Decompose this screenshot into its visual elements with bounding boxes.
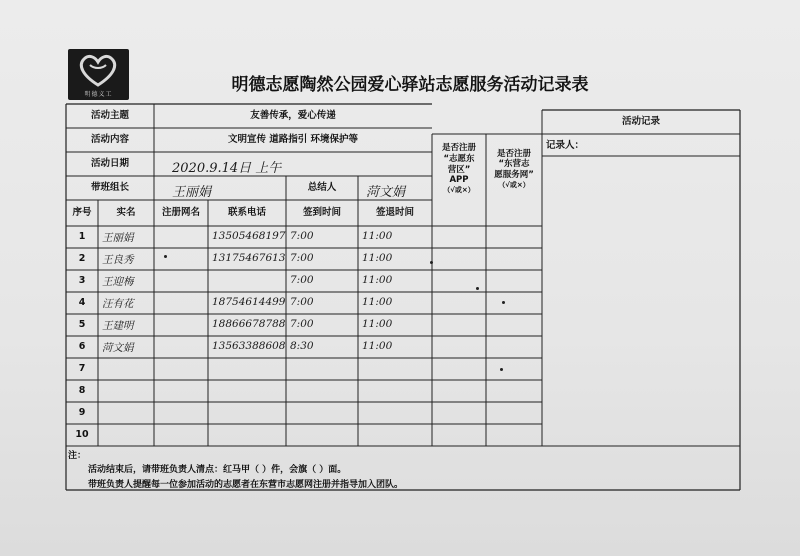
row-checkin: 7:00: [290, 230, 314, 242]
col-seq: 序号: [72, 207, 92, 219]
row-seq: 7: [78, 363, 86, 375]
col-checkout: 签退时间: [375, 207, 414, 219]
summarizer-label: 总结人: [307, 182, 337, 194]
row-checkout: 11:00: [362, 274, 393, 286]
recorder-label: 记录人：: [546, 140, 585, 152]
reg-web-line3: 愿服务网”: [494, 169, 534, 180]
row-seq: 9: [78, 407, 86, 419]
row-checkin: 7:00: [290, 252, 314, 264]
row-seq: 5: [78, 319, 86, 331]
col-name: 实名: [116, 207, 136, 219]
ink-mark: [500, 368, 503, 371]
ink-mark: [502, 301, 505, 304]
row-name: 菏文娟: [102, 342, 134, 354]
content-value: 文明宣传 道路指引 环境保护等: [227, 134, 359, 146]
reg-web-line2: “东营志: [498, 159, 530, 170]
leader-value: 王丽娟: [172, 185, 212, 200]
row-phone: 13505468197: [212, 230, 286, 242]
ink-mark: [164, 255, 167, 258]
row-phone: 18866678788: [212, 318, 286, 330]
row-checkin: 7:00: [290, 274, 314, 286]
date-value: 2020.9.14日 上午: [172, 161, 282, 176]
row-name: 汪有花: [102, 298, 134, 310]
reg-web-line4: （√或×）: [498, 180, 530, 189]
summarizer-value: 菏文娟: [366, 185, 406, 200]
row-seq: 3: [78, 275, 86, 287]
reg-web-line1: 是否注册: [496, 148, 531, 159]
reg-dongying-line4: APP: [449, 175, 469, 186]
row-checkout: 11:00: [362, 340, 393, 352]
reg-dongying-header: [432, 134, 486, 204]
theme-value: 友善传承，爱心传递: [250, 110, 336, 122]
row-seq: 10: [75, 429, 89, 441]
reg-dongying-line3: 营区”: [447, 164, 471, 175]
ink-mark: [430, 261, 433, 264]
row-name: 王良秀: [102, 254, 134, 266]
row-name: 王建明: [102, 320, 134, 332]
record-header: 活动记录: [621, 116, 660, 128]
reg-dongying-line5: （√或×）: [443, 185, 475, 194]
row-name: 王迎梅: [102, 276, 134, 288]
row-checkin: 7:00: [290, 318, 314, 330]
row-checkout: 11:00: [362, 230, 393, 242]
row-checkout: 11:00: [362, 252, 393, 264]
ink-mark: [476, 287, 479, 290]
row-phone: 13563388608: [212, 340, 286, 352]
col-phone: 联系电话: [227, 207, 266, 219]
note-label: 注：: [68, 451, 87, 461]
note-line2: 带班负责人提醒每一位参加活动的志愿者在东营市志愿网注册并指导加入团队。: [88, 480, 404, 490]
reg-dongying-line1: 是否注册: [441, 143, 476, 154]
row-checkout: 11:00: [362, 296, 393, 308]
leader-label: 带班组长: [90, 182, 129, 194]
col-checkin: 签到时间: [302, 207, 341, 219]
theme-label: 活动主题: [90, 110, 129, 122]
row-seq: 8: [78, 385, 86, 397]
row-seq: 4: [78, 297, 86, 309]
row-checkin: 8:30: [290, 340, 314, 352]
content-label: 活动内容: [90, 134, 129, 146]
row-seq: 1: [78, 231, 86, 243]
form-title: 明德志愿陶然公园爱心驿站志愿服务活动记录表: [231, 75, 589, 95]
row-name: 王丽娟: [102, 232, 134, 244]
row-seq: 6: [78, 341, 86, 353]
row-seq: 2: [78, 253, 86, 265]
row-checkin: 7:00: [290, 296, 314, 308]
date-label: 活动日期: [90, 158, 129, 170]
note-line1: 活动结束后，请带班负责人清点：红马甲（ ）件，会旗（ ）面。: [88, 465, 347, 475]
row-phone: 13175467613: [212, 252, 286, 264]
reg-web-header: [486, 134, 542, 204]
row-phone: 18754614499: [212, 296, 286, 308]
row-checkout: 11:00: [362, 318, 393, 330]
reg-dongying-line2: “志愿东: [443, 154, 475, 164]
logo-text: 明德义工: [84, 91, 113, 98]
col-reg-name: 注册网名: [161, 207, 200, 219]
